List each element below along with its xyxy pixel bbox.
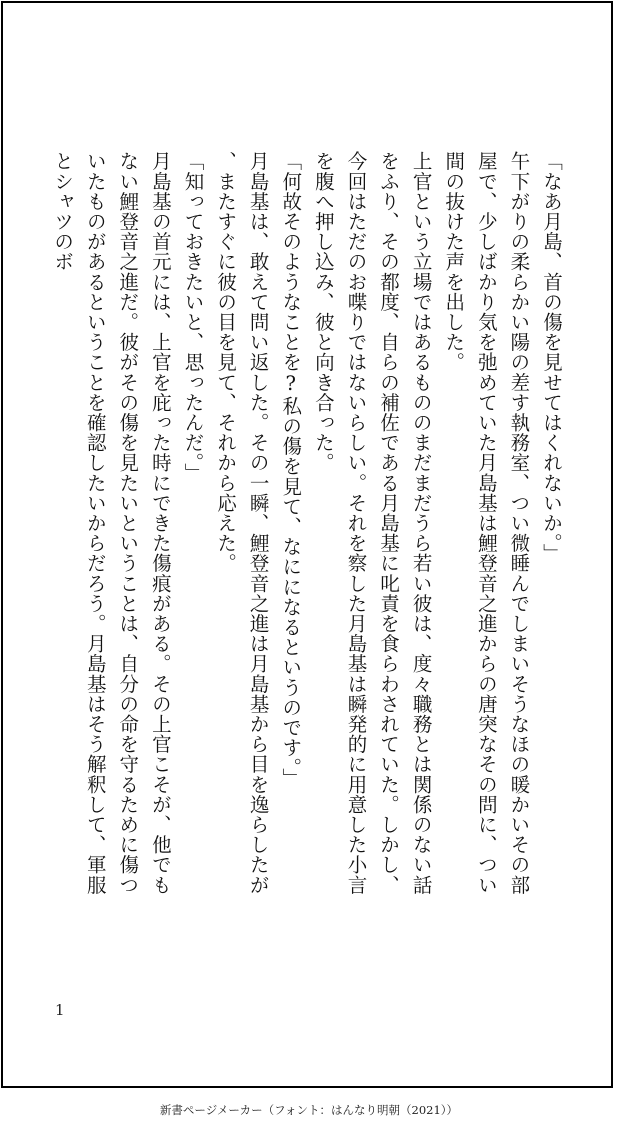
footer-credit: 新書ページメーカー（フォント：はんなり明朝（2021））	[159, 1103, 459, 1117]
paragraph-narration-3: 月島基は、敢えて問い返した。その一瞬、鯉登音之進は月島基から目を逸らしたが、またすぐに彼の目を見て、それから応えた。	[214, 151, 270, 895]
paragraph-narration-1: 午下がりの柔らかい陽の差す執務室、つい微睡んでしまいそうなほの暖かいその部屋で、少しばかり気を弛めていた月島基は鯉登音之進からの唐突なその問に、つい間の抜けた声を出した。	[442, 151, 531, 895]
paragraph-narration-2: 上官という立場ではあるもののまだまだうら若い彼は、度々職務とは関係のない話をふり、その都度、自らの補佐である月島基に叱責を食らわされていた。しかし、今回はただのお喋りではないらしい。それを察した月島基は瞬発的に用意した小言を腹へ押し込み、彼と向き合った。	[311, 151, 433, 895]
page-frame	[1, 1, 613, 1088]
vertical-body-text	[46, 151, 568, 911]
paragraph-dialogue-3: 「知っておきたいと、思ったんだ。」	[181, 151, 205, 483]
paragraph-dialogue-1: 「なあ月島、首の傷を見せてはくれないか。」	[540, 151, 563, 564]
paragraph-narration-4: 月島基の首元には、上官を庇った時にできた傷痕がある。その上官こそが、他でもない鯉登音之進だ。彼がその傷を見たいということは、自分の命を守るために傷ついたものがあるということを確認したいからだろう。月島基はそう解釈して、軍服とシャツのボ	[51, 151, 172, 895]
page-number: 1	[55, 1001, 65, 1019]
paragraph-dialogue-2: 「何故そのようなことを?私の傷を見て、なにになるというのです。」	[279, 151, 303, 788]
